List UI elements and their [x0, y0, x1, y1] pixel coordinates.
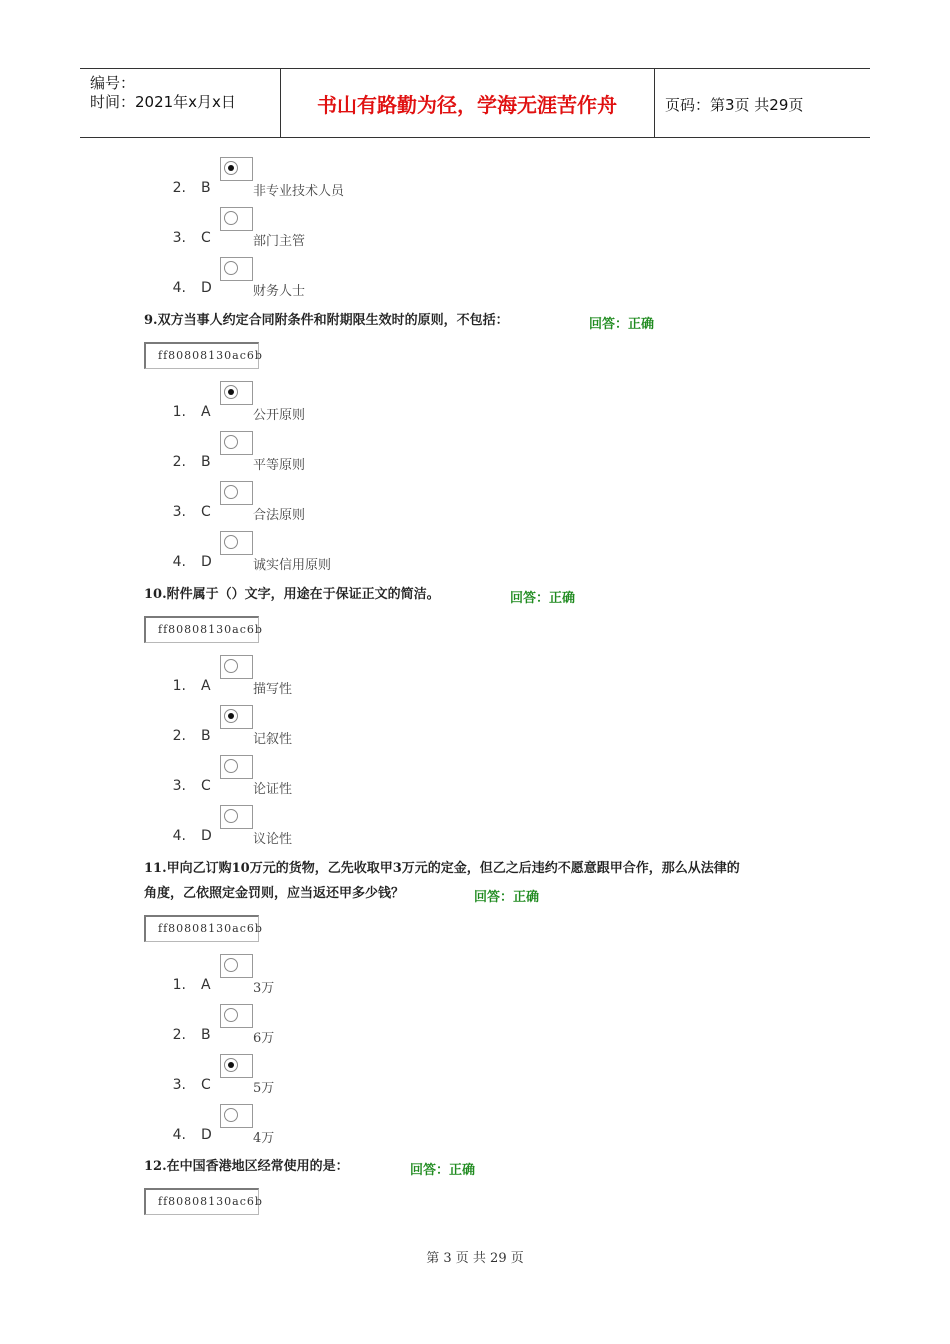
serial-label: 编号： [90, 74, 136, 92]
option-text: 平等原则 [253, 458, 306, 473]
radio-icon [224, 958, 238, 972]
option-text: 论证性 [253, 782, 293, 797]
answer-status: 回答：正确 [510, 591, 576, 606]
option-letter: B [201, 454, 211, 470]
option-number: 2. [172, 1027, 186, 1043]
header-motto: 书山有路勤为径，学海无涯苦作舟 [317, 92, 617, 117]
option-radio[interactable] [220, 655, 253, 679]
option-letter: D [201, 1127, 212, 1143]
option-number: 3. [172, 230, 186, 246]
option-number: 3. [172, 504, 186, 520]
question-text: 11.甲向乙订购10万元的货物，乙先收取甲3万元的定金，但乙之后违约不愿意跟甲合作，那么从法律的 [144, 861, 740, 876]
option-text: 5万 [253, 1081, 275, 1096]
radio-selected-icon [224, 709, 238, 723]
option-text: 4万 [253, 1131, 275, 1146]
option-radio[interactable] [220, 531, 253, 555]
question-id-field[interactable]: ff80808130ac6b [144, 1188, 259, 1215]
radio-icon [224, 1108, 238, 1122]
option-radio[interactable] [220, 755, 253, 779]
option-text: 6万 [253, 1031, 275, 1046]
option-letter: C [201, 230, 211, 246]
answer-status: 回答：正确 [410, 1163, 476, 1178]
option-letter: D [201, 554, 212, 570]
radio-selected-icon [224, 385, 238, 399]
question-id-field[interactable]: ff80808130ac6b [144, 616, 259, 643]
option-text: 财务人士 [253, 284, 306, 299]
question-text-line2: 角度，乙依照定金罚则，应当返还甲多少钱？ [144, 886, 405, 901]
option-radio[interactable] [220, 381, 253, 405]
option-number: 3. [172, 1077, 186, 1093]
option-radio[interactable] [220, 1054, 253, 1078]
question-text: 10.附件属于（）文字，用途在于保证正文的简洁。 [144, 587, 440, 602]
radio-icon [224, 535, 238, 549]
option-text: 记叙性 [253, 732, 293, 747]
radio-icon [224, 211, 238, 225]
option-radio[interactable] [220, 1004, 253, 1028]
answer-status: 回答：正确 [474, 890, 540, 905]
option-text: 描写性 [253, 682, 293, 697]
option-number: 4. [172, 280, 186, 296]
header-page-cell [654, 69, 871, 137]
header-info-cell [80, 69, 281, 137]
document-header [80, 68, 870, 138]
radio-icon [224, 485, 238, 499]
option-radio[interactable] [220, 481, 253, 505]
option-letter: B [201, 728, 211, 744]
option-letter: D [201, 828, 212, 844]
option-radio[interactable] [220, 1104, 253, 1128]
radio-icon [224, 809, 238, 823]
radio-icon [224, 1008, 238, 1022]
answer-status: 回答：正确 [589, 317, 655, 332]
option-letter: C [201, 504, 211, 520]
option-number: 2. [172, 728, 186, 744]
option-number: 1. [172, 977, 186, 993]
radio-icon [224, 261, 238, 275]
question-text: 12.在中国香港地区经常使用的是： [144, 1159, 349, 1174]
option-radio[interactable] [220, 257, 253, 281]
option-text: 3万 [253, 981, 275, 996]
option-radio[interactable] [220, 431, 253, 455]
option-number: 2. [172, 180, 186, 196]
option-letter: C [201, 1077, 211, 1093]
date-label: 时间：2021年x月x日 [90, 93, 236, 111]
option-number: 3. [172, 778, 186, 794]
page-number-label: 页码：第3页 共29页 [665, 96, 804, 114]
radio-selected-icon [224, 1058, 238, 1072]
radio-selected-icon [224, 161, 238, 175]
option-number: 4. [172, 554, 186, 570]
option-number: 4. [172, 1127, 186, 1143]
option-letter: B [201, 180, 211, 196]
radio-icon [224, 659, 238, 673]
option-text: 公开原则 [253, 408, 306, 423]
option-letter: A [201, 404, 211, 420]
radio-icon [224, 759, 238, 773]
option-text: 部门主管 [253, 234, 306, 249]
question-text: 9.双方当事人约定合同附条件和附期限生效时的原则，不包括： [144, 313, 509, 328]
option-letter: A [201, 678, 211, 694]
option-number: 1. [172, 678, 186, 694]
option-radio[interactable] [220, 805, 253, 829]
option-text: 议论性 [253, 832, 293, 847]
option-letter: D [201, 280, 212, 296]
question-id-field[interactable]: ff80808130ac6b [144, 915, 259, 942]
option-radio[interactable] [220, 954, 253, 978]
option-number: 4. [172, 828, 186, 844]
page-footer: 第 3 页 共 29 页 [426, 1251, 524, 1266]
option-radio[interactable] [220, 207, 253, 231]
option-number: 1. [172, 404, 186, 420]
option-text: 诚实信用原则 [253, 558, 332, 573]
question-id-field[interactable]: ff80808130ac6b [144, 342, 259, 369]
option-letter: C [201, 778, 211, 794]
option-radio[interactable] [220, 157, 253, 181]
option-number: 2. [172, 454, 186, 470]
radio-icon [224, 435, 238, 449]
option-text: 非专业技术人员 [253, 184, 345, 199]
option-text: 合法原则 [253, 508, 306, 523]
option-letter: B [201, 1027, 211, 1043]
option-letter: A [201, 977, 211, 993]
option-radio[interactable] [220, 705, 253, 729]
